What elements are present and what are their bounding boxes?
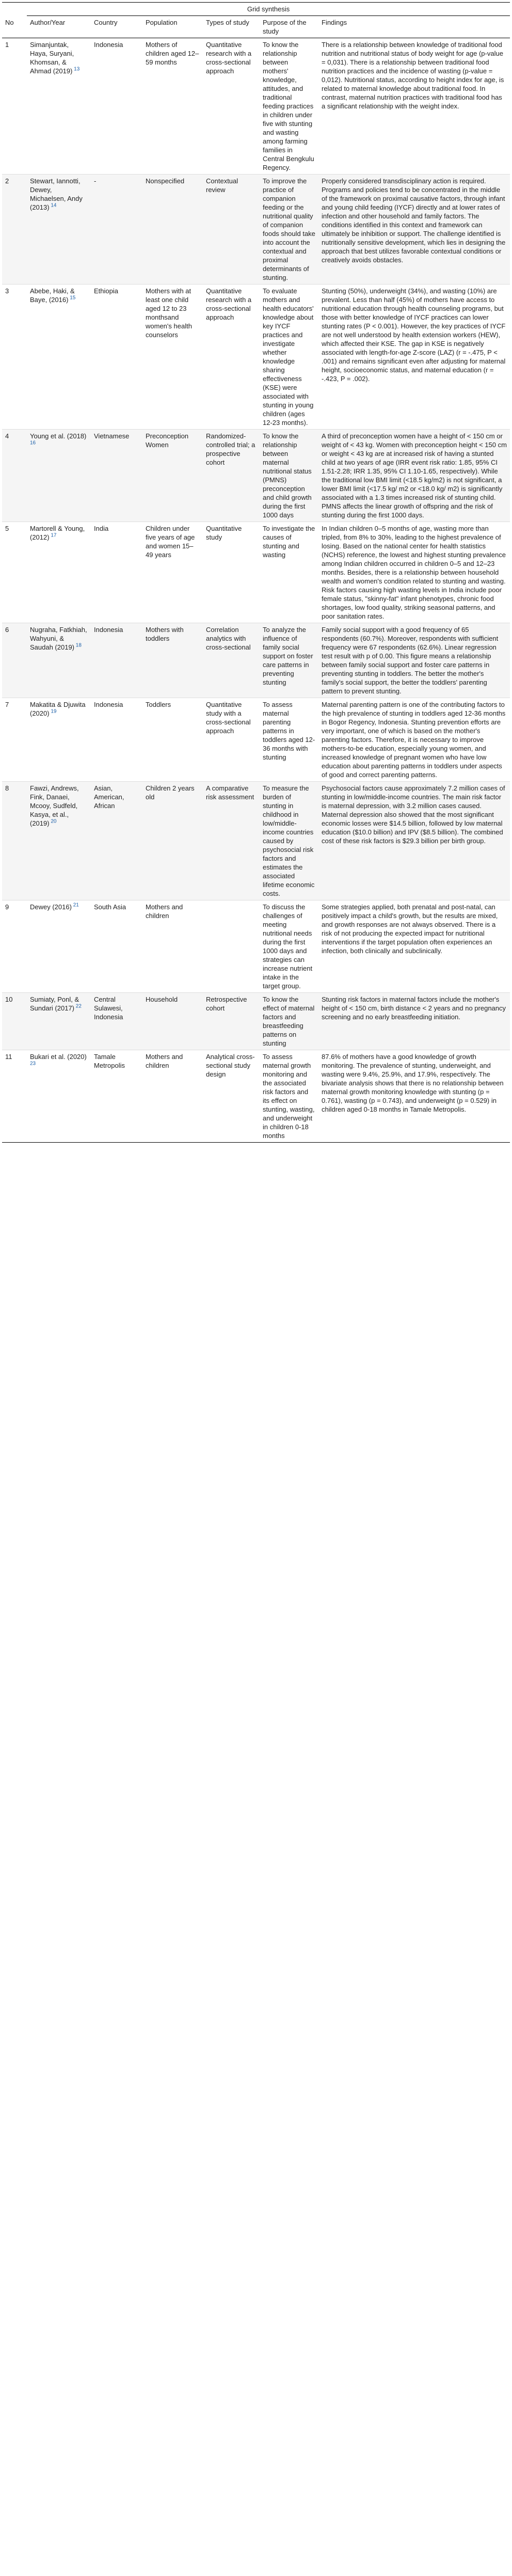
reference-link[interactable]: 15 <box>68 295 76 301</box>
cell-population <box>142 900 203 993</box>
table-row <box>2 698 510 782</box>
type-text: Quantitative research with a cross-sectional approach <box>206 41 252 75</box>
findings-text: There is a relationship between knowledge of traditional food nutrition and nutritional status of body weight for age (p-value = 0,031). There is a relationship between traditional food nutrition practices and the incidence of wasting (p-value = 0,012). Nutritional status, according to height index for age, is related to maternal knowledge about traditional food. In contrast, maternal nutrition practices with traditional food has a significant relationship with the weight index. <box>322 41 504 110</box>
table-row <box>2 38 510 175</box>
findings-text: Properly considered transdisciplinary action is required. Programs and policies tend to be concentrated in the middle of the framework on proximal causative factors, through infant and young child feeding (IYCF) directly and at lower rates of infection and other household and family factors. The conditions identified in this context and framework can ultimately be inhibition or support. The challenge identified is nutritionally sensitive development, which lies in designing the approach that best utilizes favorable contextual conditions or creatively avoids obstacles. <box>322 177 506 264</box>
findings-text: 87.6% of mothers have a good knowledge of growth monitoring. The prevalence of stunting, underweight, and wasting were 9.4%, 25.9%, and 17.9%, respectively. The bivariate analysis shows that there is no relationship between maternal growth monitoring knowledge with stunting (p = 0.761), wasting (p = 0.743), and underweight (p = 0.529) in children aged 0-18 months in Tamale Metropolis. <box>322 1053 504 1113</box>
author-text: Bukari et al. (2020) <box>30 1053 87 1061</box>
type-text: Randomized-controlled trial; a prospective cohort <box>206 432 255 466</box>
cell-author <box>27 698 91 782</box>
cell-type <box>203 782 260 900</box>
column-header-no: No <box>2 16 27 38</box>
cell-type <box>203 430 260 522</box>
purpose-text: To assess maternal growth monitoring and the associated risk factors and its effect on stunting, wasting, and underweight in children 0-18 months <box>263 1053 315 1140</box>
population-text: Mothers with toddlers <box>146 626 184 642</box>
no-text: 9 <box>5 903 9 911</box>
table-row <box>2 623 510 698</box>
cell-purpose <box>260 993 318 1050</box>
cell-purpose <box>260 1050 318 1143</box>
column-header-author: Author/Year <box>27 16 91 38</box>
no-text: 2 <box>5 177 9 185</box>
country-text: Ethiopia <box>94 287 118 295</box>
column-header-purpose: Purpose of the study <box>260 16 318 38</box>
cell-purpose <box>260 782 318 900</box>
country-text: Central Sulawesi, Indonesia <box>94 995 123 1021</box>
findings-text: Family social support with a good frequency of 65 respondents (60.7%). Moreover, respondents with sufficient frequency were 67 respondents (62.6%). Linear regression test result with p of 0.00. This figure means a relationship between family social support and foster care patterns in preventing stunting in toddlers. The better the mother's family's social support, the better the toddlers' parenting pattern to prevent stunting. <box>322 626 499 695</box>
cell-purpose <box>260 522 318 623</box>
cell-type <box>203 522 260 623</box>
cell-findings <box>318 430 510 522</box>
reference-link[interactable]: 18 <box>74 642 82 649</box>
cell-author <box>27 430 91 522</box>
column-header-population: Population <box>142 16 203 38</box>
type-text: Analytical cross-sectional study design <box>206 1053 255 1078</box>
findings-text: In Indian children 0–5 months of age, wasting more than tripled, from 8% to 30%, leading to the highest prevalence of losing. Based on the national center for health statistics (NCHS) reference, the lowest and highest stunting prevalence among Indian children occurred in children 0–5 and 12–23 months. Besides, there is a relationship between household wealth and women's condition related to stunting and wasting. Risk factors causing high wasting levels in India include poor female status, "skinny-fat" infant phenotypes, chronic food shortages, low food quality, striking seasonal patterns, and poor sanitation rates. <box>322 525 506 620</box>
purpose-text: To discuss the challenges of meeting nutritional needs during the first 1000 days and strategies can increase nutrient intake in the target group. <box>263 903 313 990</box>
findings-text: Some strategies applied, both prenatal and post-natal, can positively impact a child's growth, but the results are mixed, and growth responses are not always observed. There is a risk of not producing the expected impact for nutritional interventions if the target population often experiences an infection, both clinically and subclinically. <box>322 903 498 955</box>
cell-country <box>91 38 142 175</box>
cell-no <box>2 175 27 285</box>
cell-country <box>91 175 142 285</box>
reference-link[interactable]: 16 <box>30 440 36 446</box>
population-text: Children 2 years old <box>146 784 195 801</box>
type-text: Quantitative study with a cross-sectional approach <box>206 701 251 735</box>
cell-population <box>142 698 203 782</box>
cell-type <box>203 285 260 430</box>
cell-author <box>27 993 91 1050</box>
cell-purpose <box>260 698 318 782</box>
findings-text: A third of preconception women have a height of < 150 cm or weight of < 43 kg. Women with preconception height < 150 cm or weight < 43 kg are at increased risk of having a stunted child at two years of age (IRR event risk ratio: 1.85, 95% CI 1.51-2.28; IRR 1.35, 95% CI 1.10-1.65, respectively). While the traditional low BMI limit (<18.5 kg/m2) is not significant, a lower BMI limit (<17.5 kg/ m2 or <18.0 kg/ m2) is significantly associated with a 1.3 times increased risk of stunting child. PMNS affects the linear growth of offspring and the risk of stunting during the first 1000 days. <box>322 432 507 519</box>
purpose-text: To know the relationship between maternal nutritional status (PMNS) preconception and child growth during the first 1000 days <box>263 432 312 519</box>
cell-findings <box>318 522 510 623</box>
cell-findings <box>318 623 510 698</box>
population-text: Nonspecified <box>146 177 185 185</box>
table-body <box>2 38 510 1143</box>
cell-author <box>27 285 91 430</box>
type-text: Retrospective cohort <box>206 995 247 1012</box>
cell-author <box>27 900 91 993</box>
reference-link[interactable]: 20 <box>49 818 57 825</box>
cell-population <box>142 38 203 175</box>
author-text: Abebe, Haki, & Baye, (2016) <box>30 287 75 304</box>
reference-link[interactable]: 23 <box>30 1061 36 1067</box>
country-text: Tamale Metropolis <box>94 1053 125 1069</box>
cell-findings <box>318 175 510 285</box>
population-text: Children under five years of age and women 15–49 years <box>146 525 195 559</box>
cell-no <box>2 782 27 900</box>
cell-country <box>91 430 142 522</box>
author-text: Dewey (2016) <box>30 903 72 911</box>
cell-purpose <box>260 285 318 430</box>
type-text: A comparative risk assessment <box>206 784 254 801</box>
table-row <box>2 175 510 285</box>
type-text: Quantitative research with a cross-sectional approach <box>206 287 252 321</box>
country-text: Indonesia <box>94 626 123 634</box>
author-text: Stewart, Iannotti, Dewey, Michaelsen, Andy (2013) <box>30 177 83 211</box>
purpose-text: To improve the practice of companion feeding or the nutritional quality of companion foods should take into account the contextual and proximal determinants of stunting. <box>263 177 315 281</box>
cell-type <box>203 38 260 175</box>
cell-no <box>2 900 27 993</box>
cell-purpose <box>260 38 318 175</box>
reference-link[interactable]: 13 <box>72 66 80 72</box>
population-text: Mothers with at least one child aged 12 to 23 monthsand women's health counselors <box>146 287 192 339</box>
type-text: Contextual review <box>206 177 238 194</box>
column-header-country: Country <box>91 16 142 38</box>
purpose-text: To investigate the causes of stunting and wasting <box>263 525 315 559</box>
cell-no <box>2 623 27 698</box>
country-text: Indonesia <box>94 41 123 49</box>
cell-type <box>203 623 260 698</box>
cell-population <box>142 285 203 430</box>
cell-no <box>2 993 27 1050</box>
country-text: Indonesia <box>94 701 123 708</box>
cell-country <box>91 698 142 782</box>
cell-findings <box>318 698 510 782</box>
purpose-text: To analyze the influence of family social support on foster care patterns in preventing stunting <box>263 626 313 686</box>
cell-country <box>91 1050 142 1143</box>
cell-country <box>91 285 142 430</box>
cell-findings <box>318 993 510 1050</box>
cell-country <box>91 782 142 900</box>
no-text: 8 <box>5 784 9 792</box>
cell-no <box>2 698 27 782</box>
cell-type <box>203 1050 260 1143</box>
cell-type <box>203 698 260 782</box>
purpose-text: To assess maternal parenting patterns in toddlers aged 12-36 months with stunting <box>263 701 315 761</box>
country-text: Asian, American, African <box>94 784 124 810</box>
reference-link[interactable]: 17 <box>49 532 57 539</box>
reference-link[interactable]: 22 <box>74 1003 82 1009</box>
cell-purpose <box>260 900 318 993</box>
reference-link[interactable]: 19 <box>49 708 57 715</box>
cell-type <box>203 900 260 993</box>
cell-purpose <box>260 623 318 698</box>
cell-no <box>2 522 27 623</box>
purpose-text: To know the relationship between mothers' knowledge, attitudes, and traditional feeding practices in children under five with stunting and wasting among farming families in Central Bengkulu Regency. <box>263 41 314 171</box>
cell-author <box>27 782 91 900</box>
cell-no <box>2 285 27 430</box>
findings-text: Stunting (50%), underweight (34%), and wasting (10%) are prevalent. Less than half (45%) of mothers have access to nutritional education through health counseling programs, but those with better knowledge of IYCF practices can lower stunting rates (P < 0.001). However, the key practices of IYCF are not well understood by health extension workers (HEW), which affected their KSE. The gap in KSE is negatively associated with length-for-age Z-score (LAZ) (r = -.475, P < .001) and remains significant even after adjusting for maternal height, socioeconomic status, and maternal education (r = -.423, P = .002). <box>322 287 506 383</box>
table-header <box>2 3 510 38</box>
cell-purpose <box>260 175 318 285</box>
cell-author <box>27 522 91 623</box>
cell-findings <box>318 1050 510 1143</box>
cell-country <box>91 900 142 993</box>
author-text: Fawzi, Andrews, Fink, Danaei, Mcooy, Sudfeld, Kasya, et al., (2019) <box>30 784 79 827</box>
no-text: 1 <box>5 41 9 49</box>
cell-findings <box>318 782 510 900</box>
cell-country <box>91 993 142 1050</box>
population-text: Mothers of children aged 12–59 months <box>146 41 199 66</box>
table-row <box>2 522 510 623</box>
cell-no <box>2 38 27 175</box>
type-text: Correlation analytics with cross-sectional <box>206 626 251 651</box>
grid-synthesis-table <box>2 2 510 1143</box>
header-spacer <box>2 3 27 16</box>
cell-author <box>27 175 91 285</box>
cell-population <box>142 175 203 285</box>
no-text: 10 <box>5 995 13 1003</box>
grid-synthesis-container <box>0 0 512 1143</box>
cell-findings <box>318 900 510 993</box>
cell-population <box>142 522 203 623</box>
findings-text: Stunting risk factors in maternal factors include the mother's height of < 150 cm, birth distance < 2 years and no pregnancy screening and no early breastfeeding initiation. <box>322 995 506 1021</box>
table-row <box>2 1050 510 1143</box>
reference-link[interactable]: 14 <box>49 202 57 209</box>
country-text: - <box>94 177 97 185</box>
population-text: Preconception Women <box>146 432 189 449</box>
cell-country <box>91 522 142 623</box>
no-text: 11 <box>5 1053 12 1061</box>
purpose-text: To measure the burden of stunting in childhood in low/middle-income countries caused by psychosocial risk factors and estimates the associated lifetime economic costs. <box>263 784 315 897</box>
cell-population <box>142 1050 203 1143</box>
column-header-findings: Findings <box>318 16 510 38</box>
population-text: Toddlers <box>146 701 171 708</box>
table-row <box>2 900 510 993</box>
cell-no <box>2 430 27 522</box>
cell-population <box>142 430 203 522</box>
purpose-text: To know the effect of maternal factors and breastfeeding patterns on stunting <box>263 995 315 1047</box>
author-text: Simanjuntak, Haya, Suryani, Khomsan, & Ahmad (2019) <box>30 41 74 75</box>
population-text: Mothers and children <box>146 1053 183 1069</box>
author-text: Sumiaty, Ponl, & Sundari (2017) <box>30 995 79 1012</box>
cell-findings <box>318 285 510 430</box>
purpose-text: To evaluate mothers and health educators' knowledge about key IYCF practices and investigate whether knowledge sharing effectiveness (KSE) were associated with stunting in young children (ages 12-23 months). <box>263 287 314 426</box>
author-text: Nugraha, Fatkhiah, Wahyuni, & Saudah (2019) <box>30 626 87 651</box>
author-text: Martorell & Young, (2012) <box>30 525 85 541</box>
no-text: 5 <box>5 525 9 532</box>
no-text: 7 <box>5 701 9 708</box>
group-header: Grid synthesis <box>27 3 510 16</box>
cell-author <box>27 1050 91 1143</box>
column-header-type: Types of study <box>203 16 260 38</box>
table-row <box>2 782 510 900</box>
cell-purpose <box>260 430 318 522</box>
cell-author <box>27 623 91 698</box>
no-text: 6 <box>5 626 9 634</box>
table-row <box>2 993 510 1050</box>
population-text: Household <box>146 995 178 1003</box>
cell-type <box>203 175 260 285</box>
cell-no <box>2 1050 27 1143</box>
country-text: India <box>94 525 109 532</box>
cell-population <box>142 623 203 698</box>
no-text: 4 <box>5 432 9 440</box>
country-text: Vietnamese <box>94 432 130 440</box>
cell-findings <box>318 38 510 175</box>
author-text: Makatita & Djuwita (2020) <box>30 701 86 717</box>
country-text: South Asia <box>94 903 126 911</box>
population-text: Mothers and children <box>146 903 183 920</box>
cell-author <box>27 38 91 175</box>
cell-population <box>142 782 203 900</box>
cell-country <box>91 623 142 698</box>
findings-text: Psychosocial factors cause approximately 7.2 million cases of stunting in low/middle-income countries. The main risk factor is maternal depression, with 3.2 million cases caused. Maternal depression also showed that the most significant economic losses were $14.5 billion, followed by low maternal education ($10.0 billion) and IPV ($8.5 billion). The combined cost of these risk factors is $29.3 billion per birth group. <box>322 784 505 845</box>
cell-population <box>142 993 203 1050</box>
cell-type <box>203 993 260 1050</box>
author-text: Young et al. (2018) <box>30 432 87 440</box>
no-text: 3 <box>5 287 9 295</box>
findings-text: Maternal parenting pattern is one of the contributing factors to the high prevalence of stunting in toddlers aged 12-36 months in Bogor Regency, Indonesia. Stunting prevention efforts are very important, one of which is based on the mother's parenting factors. Therefore, it is necessary to improve mothers-to-be education, especially young women, and increased knowledge of pregnant women who have low education about parenting patterns in toddlers under aspects of good and correct parenting patterns. <box>322 701 506 779</box>
table-row <box>2 430 510 522</box>
type-text: Quantitative study <box>206 525 242 541</box>
reference-link[interactable]: 21 <box>71 902 79 908</box>
table-row <box>2 285 510 430</box>
